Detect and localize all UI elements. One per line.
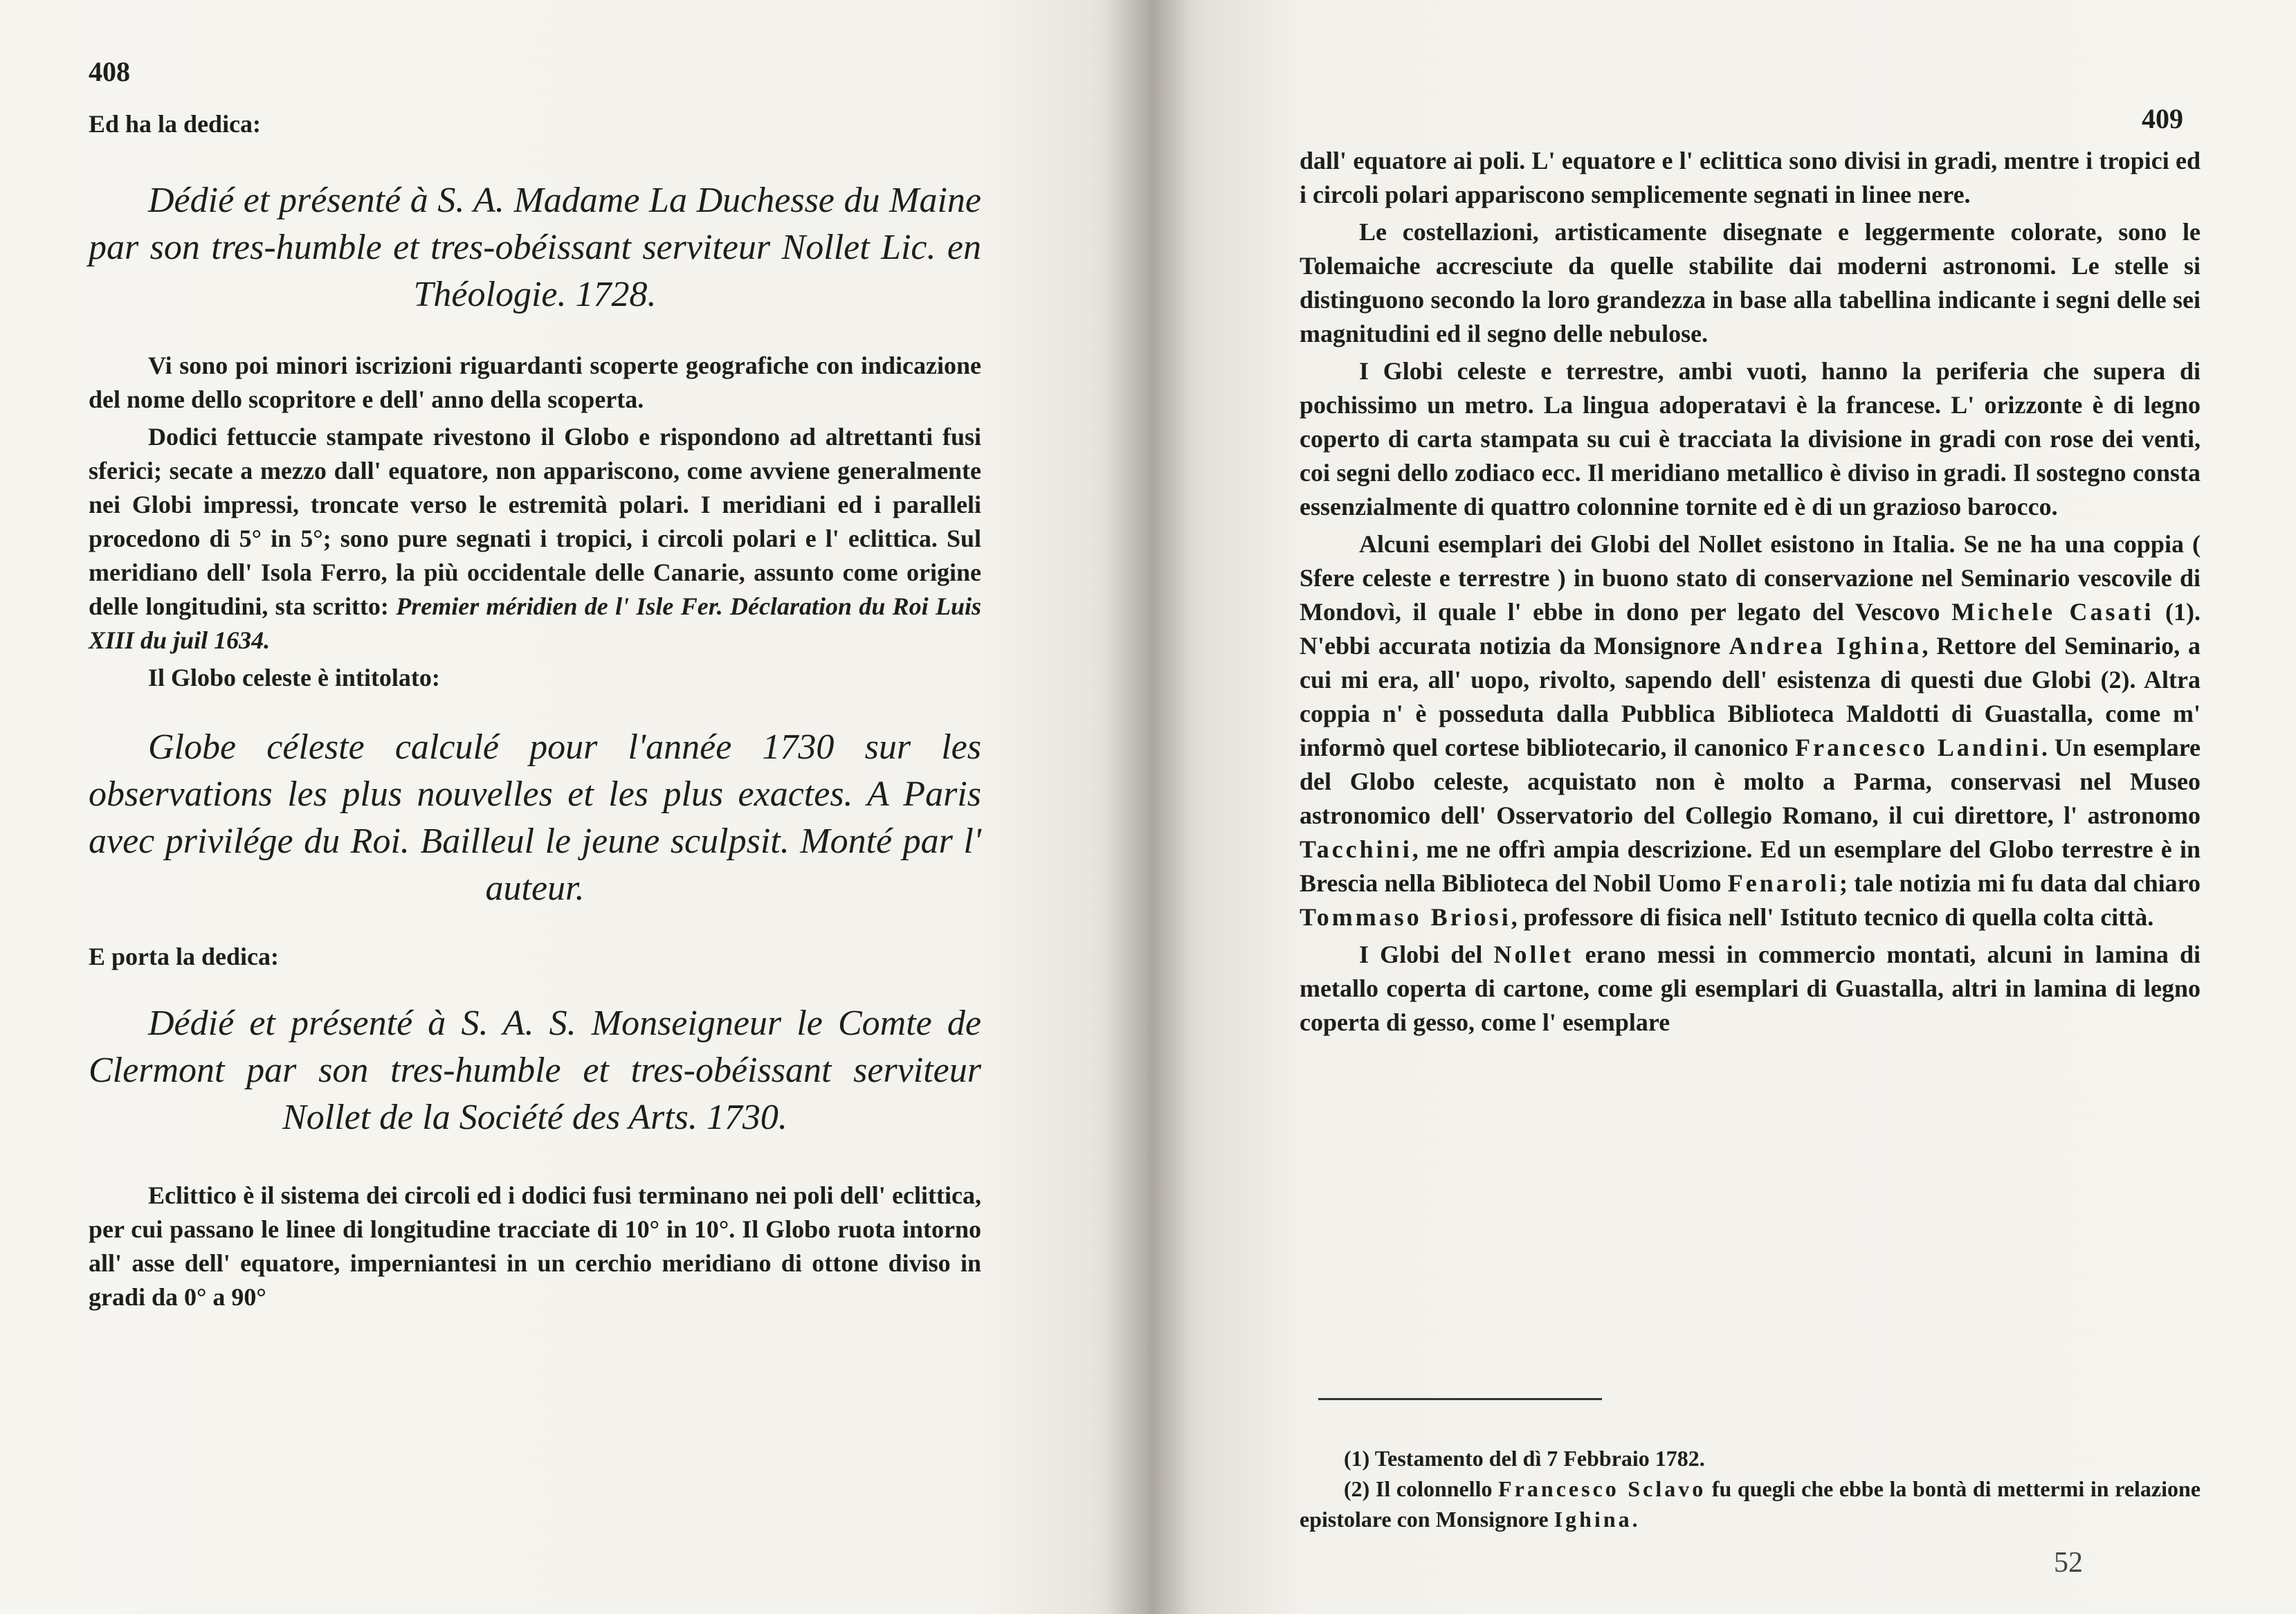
meridian-inscription: Premier méridien de l' Isle Fer. Déclaration du Roi Luis XIII du juil 1634.: [89, 592, 982, 654]
esemplari-text-c: , Rettore del Seminario, a cui mi era, all' uopo, rivolto, sapendo dell' esistenza di questi due Globi (2). Altra coppia n' è posseduta dalla Pubblica Biblioteca Maldotti di Guastalla, come m' informò quel cortese bibliotecario, il canonico: [1300, 632, 2201, 761]
paragraph-fettuccie-text: Dodici fettuccie stampate rivestono il Globo e rispondono ad altrettanti fusi sferici; secate a mezzo dall' equatore, non appariscono, come avviene generalmente nei Globi impressi, troncate verso le estremità polari. I meridiani ed i paralleli procedono di 5° in 5°; sono pure segnati i tropici, i circoli polari e l' eclittica. Sul meridiano dell' Isola Ferro, la più occidentale delle Canarie, assunto come origine delle longitudini, sta scritto:: [89, 423, 981, 620]
paragraph-porta-dedica: E porta la dedica:: [89, 943, 279, 970]
esemplari-text-b: (1). N'ebbi accurata notizia da Monsignore: [1300, 598, 2201, 660]
paragraph-fettuccie: [89, 420, 981, 658]
paragraph-costellazioni: Le costellazioni, artisticamente disegnate e leggermente colorate, sono le Tolemaiche accresciute da quelle stabilite dai moderni astronomi. Le stelle si distinguono secondo la loro grandezza in base alla tabellina indicante i segni delle sei magnitudini ed il segno delle nebulose.: [1300, 218, 2201, 347]
paragraph-equatore: dall' equatore ai poli. L' equatore e l' eclittica sono divisi in gradi, mentre i tropici ed i circoli polari appariscono semplicemente segnati in linee nere.: [1300, 147, 2201, 208]
footnote-2-text-c: .: [1632, 1507, 1638, 1532]
paragraph-eclittico: Eclittico è il sistema dei circoli ed i dodici fusi terminano nei poli dell' eclittica, per cui passano le linee di longitudine tracciate di 10° in 10°. Il Globo ruota intorno all' asse dell' equatore, imperniantesi in un cerchio meridiano di ottone diviso in gradi da 0° a 90°: [89, 1181, 981, 1311]
esemplari-text-f: ; tale notizia mi fu data dal chiaro: [1839, 869, 2201, 897]
intro-line: Ed ha la dedica:: [89, 110, 262, 138]
esemplari-text-e: , me ne offrì ampia descrizione. Ed un esemplare del Globo terrestre è in Brescia nella Biblioteca del Nobil Uomo: [1300, 835, 2201, 897]
dedication-clermont: Dédié et présenté à S. A. S. Monseigneur le Comte de Clermont par son tres-humble et tres-obéissant serviteur Nollet de la Société des Arts. 1730.: [89, 1004, 981, 1137]
esemplari-text-d: . Un esemplare del Globo celeste, acquistato non è molto a Parma, conservasi nel Museo astronomico dell' Osservatorio del Collegio Romano, il cui direttore, l' astronomo: [1300, 734, 2201, 829]
paragraph-globi-vuoti: I Globi celeste e terrestre, ambi vuoti, hanno la periferia che supera di pochissimo un metro. La lingua adoperatavi è la francese. L' orizzonte è di legno coperto di carta stampata su cui è tracciata la divisione in gradi con rose dei venti, coi segni dello zodiaco ecc. Il meridiano metallico è diviso in gradi. Il sostegno consta essenzialmente di quattro colonnine tornite ed è di un grazioso barocco.: [1300, 357, 2201, 520]
footnote-2-text-b: fu quegli che ebbe la bontà di mettermi in relazione epistolare con Monsignore: [1300, 1476, 2201, 1532]
name-tacchini: Tacchini: [1300, 835, 1412, 863]
paragraph-esemplari: [1300, 527, 2201, 934]
name-landini: Francesco Landini: [1795, 734, 2041, 761]
esemplari-text-a: Alcuni esemplari dei Globi del Nollet esistono in Italia. Se ne ha una coppia ( Sfere celeste e terrestre ) in buono stato di conservazione nel Seminario vescovile di Mondovì, il quale l' ebbe in dono per legato del Vescovo: [1300, 530, 2201, 626]
footnote-name-sclavo: Francesco Sclavo: [1498, 1476, 1706, 1501]
footnote-rule: [1318, 1398, 1602, 1400]
name-nollet: Nollet: [1493, 941, 1574, 968]
name-ighina: Andrea Ighina: [1729, 632, 1922, 660]
esemplari-text-g: , professore di fisica nell' Istituto tecnico di quella colta città.: [1511, 903, 2154, 931]
commercio-text-b: erano messi in commercio montati, alcuni in lamina di metallo coperta di cartone, come gli esemplari di Guastalla, altri in lamina di legno coperta di gesso, come l' esemplare: [1300, 941, 2201, 1036]
page-number-left: 408: [89, 56, 130, 87]
name-casati: Michele Casati: [1951, 598, 2154, 626]
dedication-maine: Dédié et présenté à S. A. Madame La Duchesse du Maine par son tres-humble et tres-obéissant serviteur Nollet Lic. en Théologie. 1728.: [89, 181, 981, 314]
name-briosi: Tommaso Briosi: [1300, 903, 1511, 931]
signature-number: 52: [2054, 1547, 2083, 1579]
right-text-column: [1300, 144, 2201, 1043]
commercio-text-a: I Globi del: [1359, 941, 1483, 968]
footnote-2-text-a: (2) Il colonnello: [1344, 1476, 1493, 1501]
paragraph-globo-celeste: Il Globo celeste è intitolato:: [148, 664, 440, 691]
title-globe-celeste: Globe céleste calculé pour l'année 1730 sur les observations les plus nouvelles et les plus exactes. A Paris avec privilége du Roi. Bailleul le jeune sculpsit. Monté par l' auteur.: [89, 727, 981, 908]
left-text-column: [89, 107, 981, 1318]
footnote-1: (1) Testamento del dì 7 Febbraio 1782.: [1344, 1446, 1705, 1471]
name-fenaroli: Fenaroli: [1727, 869, 1840, 897]
paragraph-commercio: [1300, 938, 2201, 1040]
footnote-name-ighina: Ighina: [1554, 1507, 1632, 1532]
page-number-right: 409: [2142, 103, 2183, 134]
paragraph-iscrizioni: Vi sono poi minori iscrizioni riguardanti scoperte geografiche con indicazione del nome dello scopritore e dell' anno della scoperta.: [89, 352, 981, 413]
footnotes: [1300, 1443, 2201, 1534]
footnote-2: [1300, 1474, 2201, 1534]
